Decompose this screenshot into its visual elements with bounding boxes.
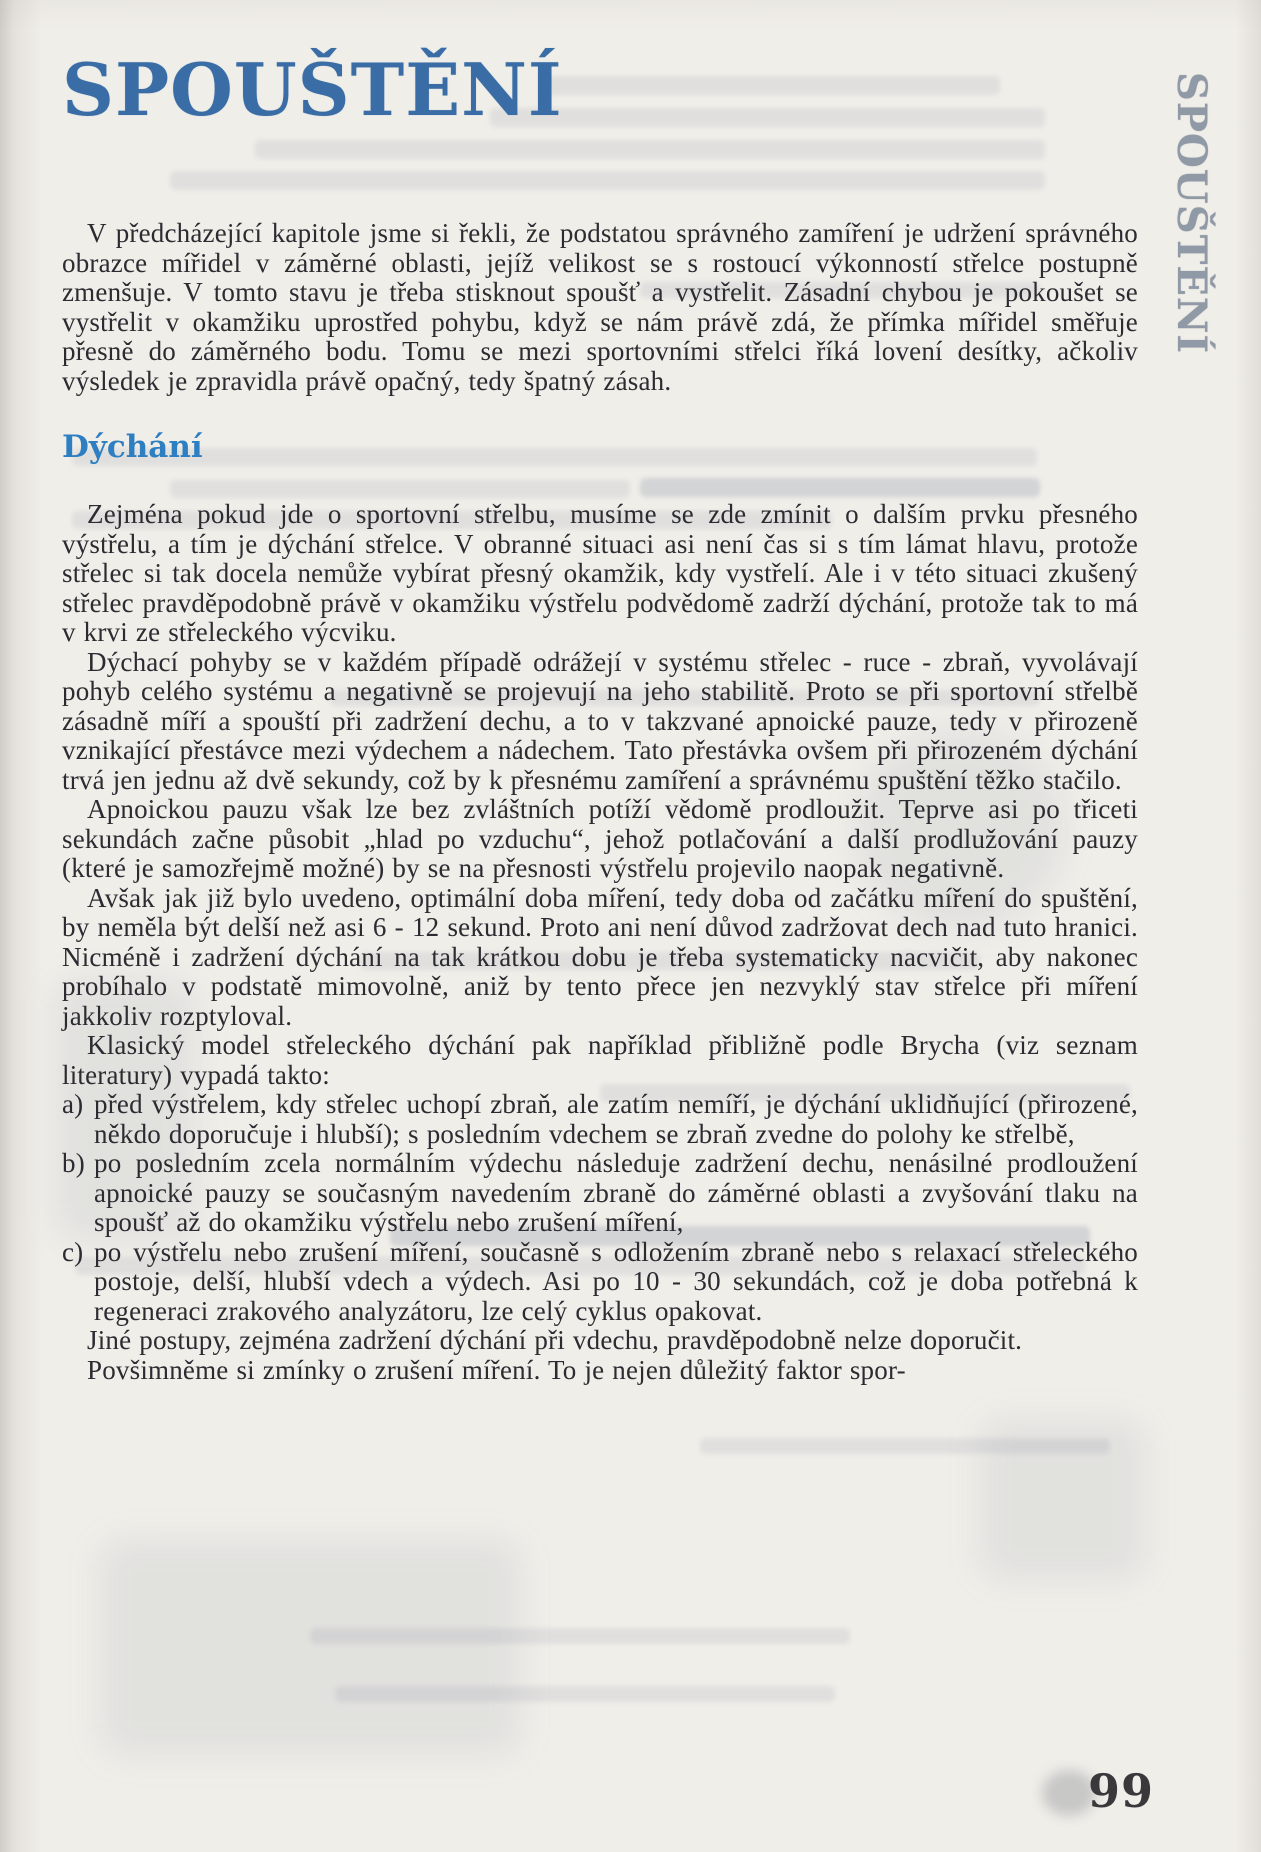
paragraph: Dýchací pohyby se v každém případě odrážejí v systému střelec - ruce - zbraň, vyvolávají pohyb celého systému a negativně se projevují na jeho stabilitě. Proto se při sportovní střelbě zásadně míří a spouští při zadržení dechu, a to v takzvané apnoické pauze, tedy v přirozeně vznikající přestávce mezi výdechem a nádechem. Tato přestávka ovšem při přirozeném dýchání trvá jen jednu až dvě sekundy, což by k přesnému zamíření a správnému spuštění těžko stačilo. [62, 646, 1138, 795]
paragraph: Apnoickou pauzu však lze bez zvláštních potíží vědomě prodloužit. Teprve asi po třiceti sekundách začne působit „hlad po vzduchu“, jehož potlačování a další prodlužování pauzy (které je samozřejmě možné) by se na přesnosti výstřelu projevilo naopak negativně. [62, 794, 1138, 884]
paragraph: Avšak jak již bylo uvedeno, optimální doba míření, tedy doba od začátku míření do spuštění, by neměla být delší než asi 6 - 12 sekund. Proto ani není důvod zadržovat dech nad tuto hranici. Nicméně i zadržení dýchání na tak krátkou dobu je třeba systematicky nacvičit, aby nakonec probíhalo v podstatě mimovolně, aniž by tento přece jen nezvyklý stav střelce při míření jakkoliv rozptyloval. [62, 882, 1138, 1031]
section-heading: Dýchání [62, 429, 203, 466]
paragraph: Klasický model střeleckého dýchání pak například přibližně podle Brycha (viz seznam literatury) vypadá takto: [62, 1030, 1138, 1090]
list-item [62, 1090, 1138, 1149]
paragraph: Jiné postupy, zejména zadržení dýchání při vdechu, pravděpodobně nelze doporučit. [87, 1325, 1023, 1356]
chapter-title: SPOUŠTĚNÍ [62, 47, 563, 132]
list-item-marker: c) [62, 1236, 84, 1267]
chapter-margin-label: SPOUŠTĚNÍ [1168, 72, 1215, 355]
bleedthrough-image-smudge [100, 1540, 520, 1755]
list-item-text: po posledním zcela normálním výdechu následuje zadržení dechu, nenásilné prodloužení apnoické pauzy se současným navedením zbraně do záměrné oblasti a zvyšování tlaku na spoušť až do okamžiku výstřelu nebo zrušení míření, [94, 1148, 1138, 1238]
list-item [62, 1238, 1138, 1327]
list-item-text: před výstřelem, kdy střelec uchopí zbraň, ale zatím nemíří, je dýchání uklidňující (přirozené, někdo doporučuje i hlubší); s posledním vdechem se zbraň zvedne do polohy ke střelbě, [94, 1089, 1138, 1149]
paragraph: Zejména pokud jde o sportovní střelbu, musíme se zde zmínit o dalším prvku přesného výstřelu, a tím je dýchání střelce. V obranné situaci asi není čas si s tím lámat hlavu, protože střelec si tak docela nemůže vybírat přesný okamžik, kdy vystřelí. Ale i v této situaci zkušený střelec pravděpodobně právě v okamžiku výstřelu podvědomě zadrží dýchání, protože tak to má v krvi ze střeleckého výcviku. [62, 499, 1138, 648]
list-item-marker: a) [62, 1089, 84, 1120]
list-item-marker: b) [62, 1148, 85, 1179]
paragraph: Povšimněme si zmínky o zrušení míření. To je nejen důležitý faktor spor- [87, 1354, 906, 1385]
bleedthrough-image-smudge [980, 1420, 1145, 1580]
bleedthrough-text-smudge [310, 1628, 850, 1644]
intro-paragraph: V předcházející kapitole jsme si řekli, že podstatou správného zamíření je udržení správného obrazce mířidel v záměrné oblasti, jejíž velikost se s rostoucí výkonností střelce postupně zmenšuje. V tomto stavu je třeba stisknout spoušť a vystřelit. Zásadní chybou je pokoušet se vystřelit v okamžiku uprostřed pohybu, když se nám právě zdá, že přímka mířidel směřuje přesně do záměrného bodu. Tomu se mezi sportovními střelci říká lovení desítky, ačkoliv výsledek je zpravidla právě opačný, tedy špatný zásah. [62, 218, 1138, 396]
list-item [62, 1149, 1138, 1238]
bleedthrough-text-smudge [700, 1438, 1110, 1454]
bleedthrough-text-smudge [335, 1686, 835, 1702]
page-number: 99 [1088, 1764, 1155, 1818]
text-column [62, 0, 1138, 1385]
list-item-text: po výstřelu nebo zrušení míření, současně s odložením zbraně nebo s relaxací střeleckého postoje, delší, hlubší vdech a výdech. Asi po 10 - 30 sekundách, což je doba potřebná k regeneraci zrakového analyzátoru, lze celý cyklus opakovat. [94, 1236, 1138, 1326]
